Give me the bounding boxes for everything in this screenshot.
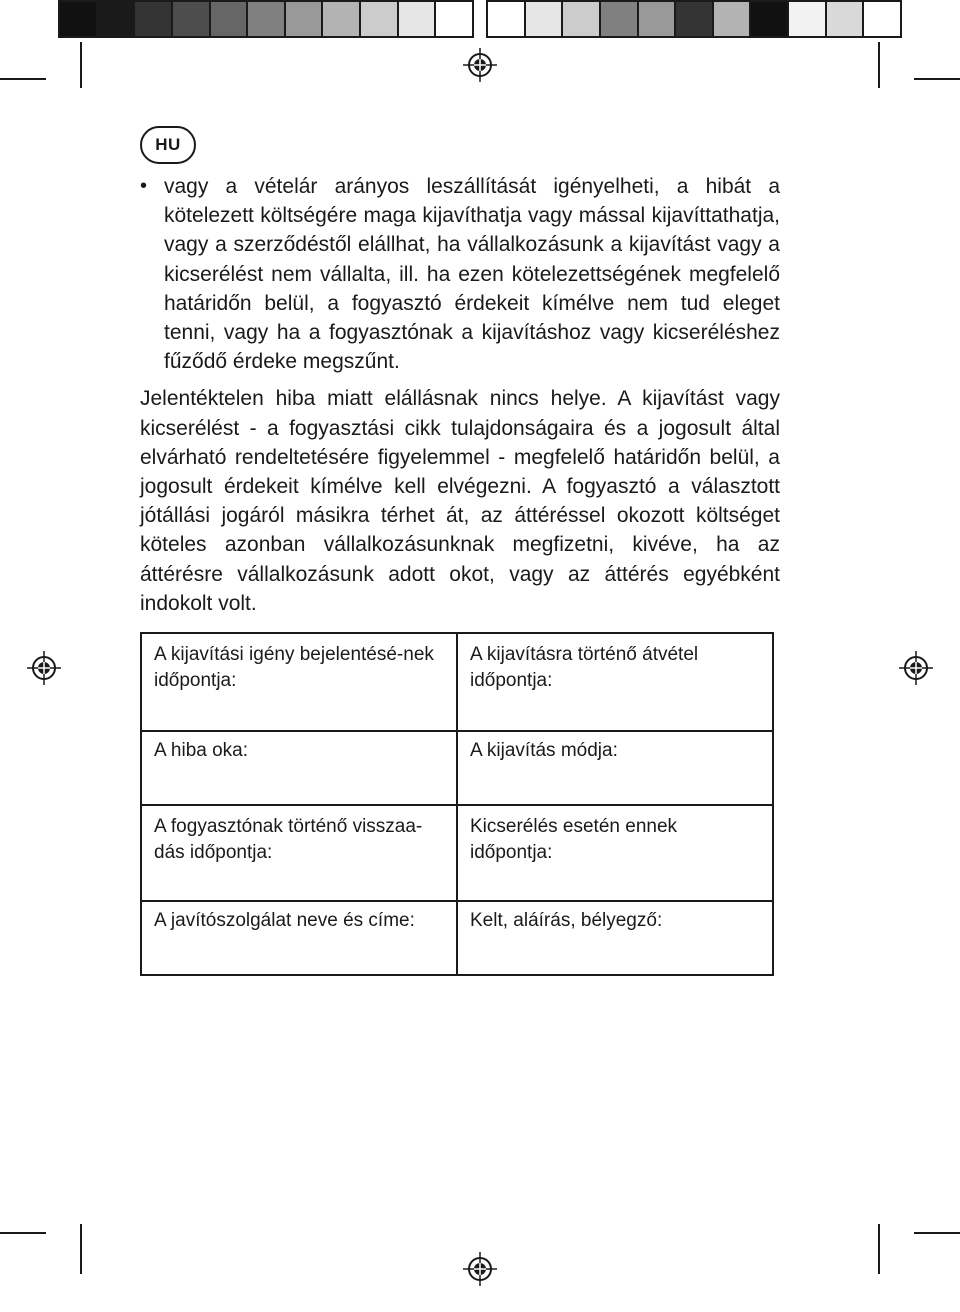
body-paragraph: Jelentéktelen hiba miatt elállásnak nincs helye. A kijavítást vagy kicserélést - a fogyasztási cikk tulajdonságaira és a jogosult által elvárható rendeltetésére figyelemmel - megfelelő határidőn belül, a jogosult érdekeit kímélve kell elvégezni. A fogyasztó a választott jótállási jogáról másikra térhet át, az áttéréssel okozott költséget köteles azonban vállalkozásunknak megfizetni, kivéve, ha az áttérésre vállalkozásunk adott okot, vagy az áttérés egyébként indokolt volt.: [140, 387, 780, 615]
registration-mark-icon: [27, 651, 61, 685]
color-swatch: [714, 2, 752, 36]
registration-mark-icon: [899, 651, 933, 685]
color-swatch: [563, 2, 601, 36]
color-swatch: [827, 2, 865, 36]
color-swatch: [789, 2, 827, 36]
color-swatch: [436, 2, 472, 36]
repair-record-table: [140, 632, 774, 976]
color-swatch: [399, 2, 437, 36]
table-row: [141, 805, 773, 901]
fault-cause-field: A hiba oka:: [141, 731, 457, 805]
service-name-address-field: A javítószolgálat neve és címe:: [141, 901, 457, 975]
color-swatch: [211, 2, 249, 36]
color-swatch: [286, 2, 324, 36]
warranty-text: [140, 172, 780, 618]
replacement-date-field: Kicserélés esetén ennek időpontja:: [457, 805, 773, 901]
table-row: [141, 633, 773, 731]
language-badge: HU: [140, 126, 196, 164]
print-colorbar-left: [58, 0, 474, 38]
date-signature-stamp-field: Kelt, aláírás, bélyegző:: [457, 901, 773, 975]
print-colorbar-right: [486, 0, 902, 38]
bullet-icon: •: [140, 175, 148, 197]
repair-receipt-date-field: A kijavításra történő átvétel időpontja:: [457, 633, 773, 731]
repair-method-field: A kijavítás módja:: [457, 731, 773, 805]
list-item: [140, 172, 780, 376]
registration-mark-icon: [463, 1252, 497, 1286]
crop-mark: [914, 1232, 960, 1234]
crop-mark: [80, 1224, 82, 1274]
crop-mark: [0, 78, 46, 80]
color-swatch: [323, 2, 361, 36]
crop-mark: [80, 42, 82, 88]
repair-claim-date-field: A kijavítási igény bejelentésé-nek időpontja:: [141, 633, 457, 731]
crop-mark: [878, 1224, 880, 1274]
color-swatch: [173, 2, 211, 36]
return-date-field: A fogyasztónak történő visszaa-dás időpontja:: [141, 805, 457, 901]
table-row: [141, 731, 773, 805]
crop-mark: [0, 1232, 46, 1234]
color-swatch: [361, 2, 399, 36]
color-swatch: [60, 2, 98, 36]
color-swatch: [135, 2, 173, 36]
color-swatch: [526, 2, 564, 36]
bullet-text: vagy a vételár arányos leszállítását igényelheti, a hibát a kötelezett költségére maga kijavíthatja vagy mással kijavíttathatja, vagy a szerződéstől elállhat, ha vállalkozásunk a kijavítást vagy a kicserélést nem vállalta, ill. ha ezen kötelezettségének megfelelő határidőn belül, a fogyasztó érdekeit kímélve nem tud eleget tenni, vagy ha a fogyasztónak a kijavításhoz vagy kicseréléshez fűződő érdeke megszűnt.: [164, 175, 780, 374]
color-swatch: [248, 2, 286, 36]
color-swatch: [864, 2, 900, 36]
color-swatch: [601, 2, 639, 36]
crop-mark: [914, 78, 960, 80]
registration-mark-icon: [463, 48, 497, 82]
color-swatch: [676, 2, 714, 36]
color-swatch: [751, 2, 789, 36]
color-swatch: [488, 2, 526, 36]
color-swatch: [639, 2, 677, 36]
crop-mark: [878, 42, 880, 88]
table-row: [141, 901, 773, 975]
color-swatch: [98, 2, 136, 36]
